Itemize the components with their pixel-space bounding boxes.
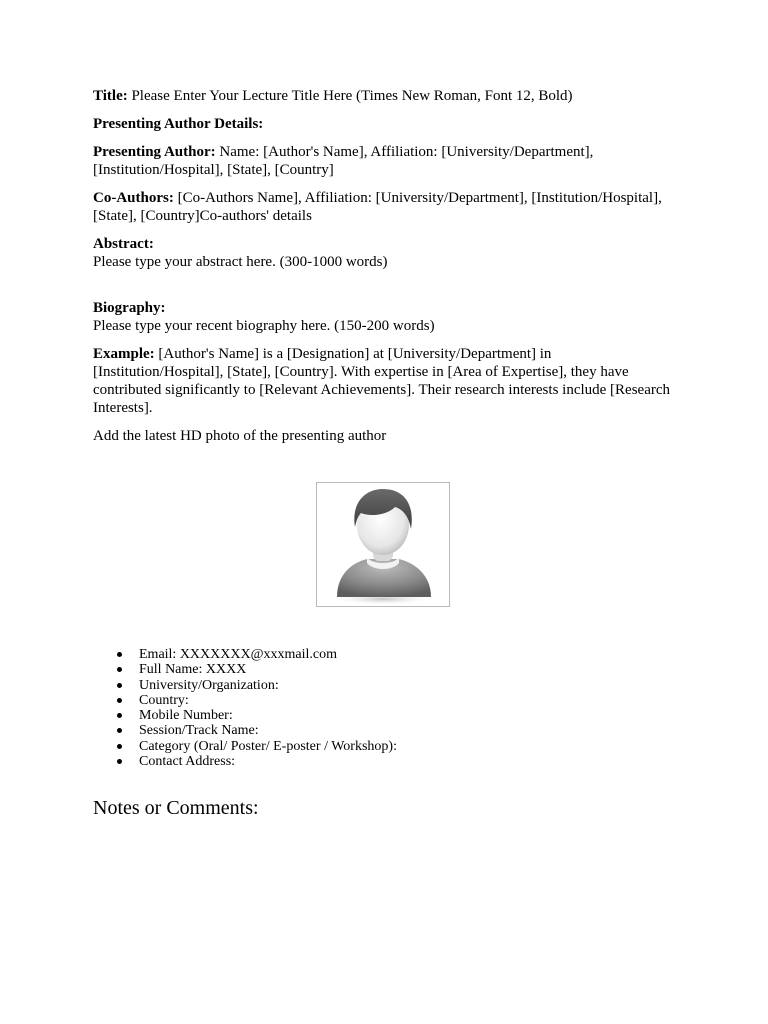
presenting-details-heading: Presenting Author Details: (93, 116, 264, 132)
biography-label: Biography: (93, 300, 166, 316)
photo-instruction: Add the latest HD photo of the presenting author (93, 428, 387, 444)
list-item: Email: XXXXXXX@xxxmail.com (139, 647, 397, 662)
co-authors-label: Co-Authors: (93, 190, 174, 206)
abstract-label: Abstract: (93, 236, 154, 252)
document-body (93, 87, 683, 445)
title-label: Title: (93, 88, 128, 104)
list-item: Mobile Number: (139, 708, 397, 723)
list-item: Category (Oral/ Poster/ E-poster / Workshop): (139, 738, 397, 754)
title-text: Please Enter Your Lecture Title Here (Times New Roman, Font 12, Bold) (127, 88, 573, 104)
example-label: Example: (93, 346, 155, 362)
notes-heading: Notes or Comments: (93, 797, 259, 819)
example-text: [Author's Name] is a [Designation] at [University/Department] in [Institution/Hospital], [State], [Country]. With expertise in [Area of Expertise], they have contributed significantly to [Relevant Achievements]. Their research interests include [Research Interests]. (93, 346, 671, 416)
user-avatar-icon (317, 483, 449, 606)
abstract-text: Please type your abstract here. (300-1000 words) (93, 254, 388, 270)
list-item: Session/Track Name: (139, 723, 397, 738)
contact-details-list (139, 647, 397, 769)
list-item: University/Organization: (139, 678, 397, 693)
biography-text: Please type your recent biography here. (150-200 words) (93, 318, 435, 334)
co-authors-paragraph (93, 189, 683, 225)
presenting-author-label: Presenting Author: (93, 144, 216, 160)
title-line (93, 87, 683, 105)
presenting-author-text: Name: [Author's Name], Affiliation: [University/Department], [Institution/Hospital], [State], [Country] (93, 144, 594, 178)
co-authors-text: [Co-Authors Name], Affiliation: [University/Department], [Institution/Hospital], [State], [Country]Co-authors' details (93, 190, 662, 224)
list-item: Full Name: XXXX (139, 662, 397, 677)
example-paragraph (93, 345, 683, 417)
list-item: Contact Address: (139, 754, 397, 769)
author-photo-placeholder[interactable] (316, 482, 450, 607)
presenting-author-paragraph (93, 143, 683, 179)
list-item: Country: (139, 693, 397, 708)
